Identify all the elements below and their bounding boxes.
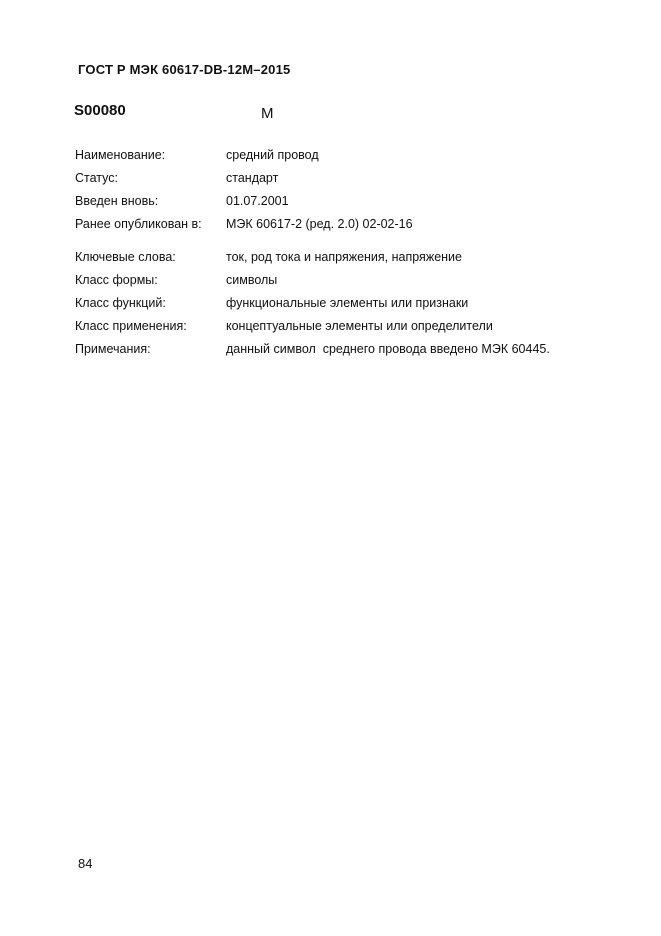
field-value: концептуальные элементы или определители [226, 319, 493, 333]
symbol-code: S00080 [74, 102, 126, 119]
field-label: Класс формы: [75, 273, 158, 287]
field-value: функциональные элементы или признаки [226, 296, 469, 310]
field-label: Ключевые слова: [75, 250, 176, 264]
field-label: Наименование: [75, 148, 166, 162]
field-value: средний провод [226, 148, 319, 162]
field-value: МЭК 60617-2 (ред. 2.0) 02-02-16 [226, 217, 413, 231]
field-value: стандарт [226, 171, 279, 185]
field-label: Введен вновь: [75, 194, 159, 208]
field-label: Ранее опубликован в: [75, 217, 202, 231]
field-value: ток, род тока и напряжения, напряжение [226, 250, 462, 264]
page-header: ГОСТ Р МЭК 60617-DB-12M–2015 [78, 62, 291, 77]
page-number: 84 [78, 856, 93, 871]
field-label: Примечания: [75, 342, 151, 356]
field-value: 01.07.2001 [226, 194, 289, 208]
field-label: Класс функций: [75, 296, 166, 310]
field-label: Статус: [75, 171, 118, 185]
field-value: данный символ среднего провода введено МЭК 60445. [226, 342, 550, 356]
field-label: Класс применения: [75, 319, 187, 333]
symbol-glyph: M [261, 105, 274, 122]
field-value: символы [226, 273, 278, 287]
